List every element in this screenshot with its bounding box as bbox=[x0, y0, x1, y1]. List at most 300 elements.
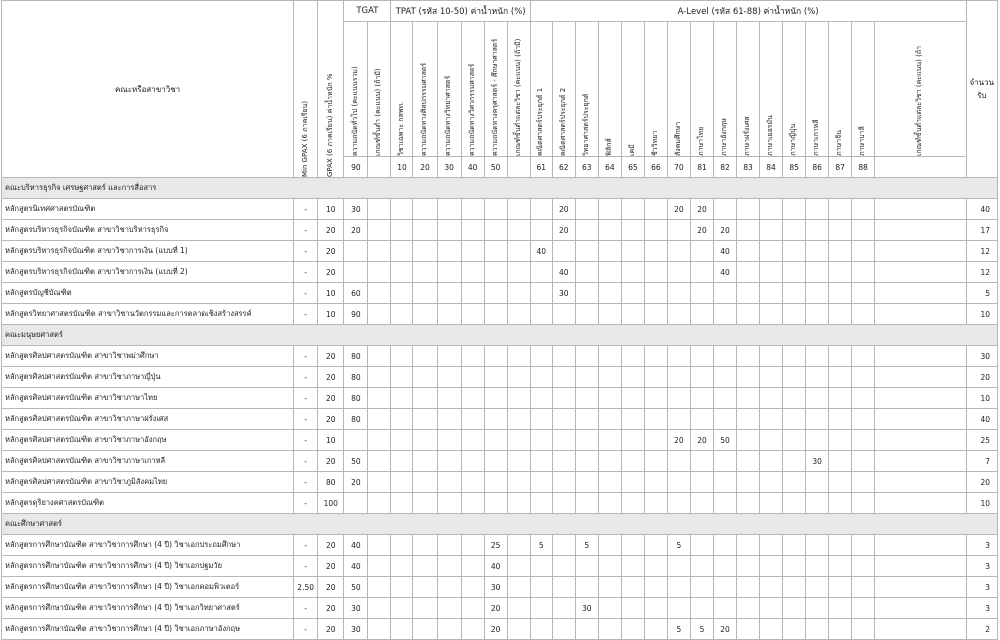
weight-cell bbox=[621, 262, 644, 283]
weight-cell bbox=[737, 304, 760, 325]
weight-cell bbox=[461, 220, 484, 241]
weight-cell bbox=[829, 577, 852, 598]
weight-cell: 30 bbox=[552, 283, 575, 304]
weight-cell: 40 bbox=[344, 535, 368, 556]
faculty-column-header: คณะหรือสาขาวิชา bbox=[2, 1, 294, 178]
weight-cell bbox=[413, 283, 437, 304]
weight-cell bbox=[507, 577, 530, 598]
weight-cell bbox=[507, 199, 530, 220]
gpax-weight-cell: 20 bbox=[318, 262, 344, 283]
weight-cell: 50 bbox=[344, 577, 368, 598]
weight-cell bbox=[852, 598, 875, 619]
weight-cell bbox=[713, 577, 736, 598]
weight-cell bbox=[530, 388, 552, 409]
weight-cell: 40 bbox=[530, 241, 552, 262]
table-row bbox=[2, 619, 998, 640]
weight-cell bbox=[783, 346, 806, 367]
weight-cell bbox=[413, 493, 437, 514]
weight-cell bbox=[598, 304, 621, 325]
weight-cell bbox=[690, 241, 713, 262]
weight-cell bbox=[760, 430, 783, 451]
weight-cell bbox=[875, 577, 966, 598]
weight-cell bbox=[575, 241, 598, 262]
weight-cell bbox=[852, 577, 875, 598]
tpat-subject-code: 50 bbox=[484, 157, 507, 178]
weight-cell bbox=[621, 430, 644, 451]
program-name: หลักสูตรวิทยาศาสตรบัณฑิต สาขาวิชานวัตกรรมและการตลาดเชิงสร้างสรรค์ bbox=[2, 304, 294, 325]
weight-cell bbox=[760, 346, 783, 367]
weight-cell bbox=[644, 367, 667, 388]
weight-cell bbox=[621, 451, 644, 472]
weight-cell bbox=[760, 367, 783, 388]
quota-cell: 10 bbox=[966, 388, 998, 409]
gpax-weight-cell: 20 bbox=[318, 577, 344, 598]
weight-cell bbox=[368, 619, 391, 640]
weight-cell: 20 bbox=[344, 472, 368, 493]
weight-cell bbox=[760, 556, 783, 577]
weight-cell bbox=[760, 619, 783, 640]
quota-cell: 3 bbox=[966, 535, 998, 556]
tgat-subject-code: 90 bbox=[344, 157, 368, 178]
admission-criteria-table bbox=[1, 0, 998, 640]
weight-cell bbox=[875, 304, 966, 325]
weight-cell bbox=[598, 619, 621, 640]
weight-cell bbox=[783, 367, 806, 388]
min-gpax-cell: - bbox=[294, 283, 318, 304]
weight-cell bbox=[713, 556, 736, 577]
weight-cell bbox=[690, 388, 713, 409]
weight-cell bbox=[690, 367, 713, 388]
weight-cell bbox=[713, 283, 736, 304]
weight-cell bbox=[484, 262, 507, 283]
weight-cell bbox=[575, 220, 598, 241]
alevel-group-header: A-Level (รหัส 61-88) ค่าน้ำหนัก (%) bbox=[530, 1, 966, 22]
alevel-subject-header: ภาษาไทย bbox=[690, 22, 713, 157]
weight-cell bbox=[829, 430, 852, 451]
weight-cell bbox=[644, 388, 667, 409]
weight-cell bbox=[598, 262, 621, 283]
weight-cell bbox=[667, 367, 690, 388]
weight-cell bbox=[783, 199, 806, 220]
alevel-subject-code: 70 bbox=[667, 157, 690, 178]
weight-cell: 5 bbox=[575, 535, 598, 556]
weight-cell bbox=[530, 577, 552, 598]
quota-cell: 12 bbox=[966, 241, 998, 262]
table-row bbox=[2, 283, 998, 304]
quota-cell: 30 bbox=[966, 346, 998, 367]
weight-cell bbox=[437, 304, 461, 325]
min-gpax-cell: - bbox=[294, 619, 318, 640]
weight-cell bbox=[852, 199, 875, 220]
gpax-weight-cell: 20 bbox=[318, 556, 344, 577]
alevel-subject-header: ภาษาเกาหลี bbox=[806, 22, 829, 157]
weight-cell bbox=[530, 451, 552, 472]
weight-cell bbox=[806, 304, 829, 325]
program-name: หลักสูตรการศึกษาบัณฑิต สาขาวิชาการศึกษา (4 ปี) วิชาเอกประถมศึกษา bbox=[2, 535, 294, 556]
weight-cell bbox=[552, 535, 575, 556]
weight-cell bbox=[507, 493, 530, 514]
weight-cell bbox=[852, 451, 875, 472]
weight-cell bbox=[806, 388, 829, 409]
weight-cell bbox=[690, 556, 713, 577]
weight-cell bbox=[713, 304, 736, 325]
alevel-subject-code: 88 bbox=[852, 157, 875, 178]
weight-cell bbox=[437, 367, 461, 388]
weight-cell: 20 bbox=[667, 199, 690, 220]
weight-cell bbox=[806, 199, 829, 220]
weight-cell bbox=[368, 472, 391, 493]
weight-cell bbox=[484, 283, 507, 304]
weight-cell bbox=[829, 619, 852, 640]
weight-cell bbox=[552, 388, 575, 409]
gpax-weight-cell: 10 bbox=[318, 304, 344, 325]
alevel-subject-header: คณิตศาสตร์ประยุกต์ 2 bbox=[552, 22, 575, 157]
weight-cell bbox=[391, 493, 413, 514]
weight-cell bbox=[391, 619, 413, 640]
weight-cell bbox=[737, 388, 760, 409]
weight-cell bbox=[829, 199, 852, 220]
weight-cell bbox=[484, 220, 507, 241]
weight-cell bbox=[530, 472, 552, 493]
weight-cell bbox=[875, 430, 966, 451]
weight-cell bbox=[667, 577, 690, 598]
alevel-subject-code: 85 bbox=[783, 157, 806, 178]
weight-cell bbox=[598, 388, 621, 409]
weight-cell bbox=[806, 346, 829, 367]
weight-cell bbox=[461, 535, 484, 556]
weight-cell bbox=[829, 556, 852, 577]
weight-cell bbox=[760, 577, 783, 598]
weight-cell bbox=[783, 304, 806, 325]
weight-cell bbox=[829, 409, 852, 430]
weight-cell bbox=[737, 535, 760, 556]
weight-cell bbox=[621, 283, 644, 304]
tpat-subject-header: ความถนัดทางครุศาสตร์ - ศึกษาศาสตร์ bbox=[484, 22, 507, 157]
weight-cell bbox=[760, 304, 783, 325]
min-gpax-cell: - bbox=[294, 241, 318, 262]
weight-cell: 90 bbox=[344, 304, 368, 325]
min-gpax-cell: - bbox=[294, 493, 318, 514]
program-name: หลักสูตรศิลปศาสตรบัณฑิต สาขาวิชาภาษาไทย bbox=[2, 388, 294, 409]
weight-cell bbox=[598, 598, 621, 619]
program-name: หลักสูตรศิลปศาสตรบัณฑิต สาขาวิชาภาษาอังกฤษ bbox=[2, 430, 294, 451]
weight-cell bbox=[644, 472, 667, 493]
quota-cell: 5 bbox=[966, 283, 998, 304]
weight-cell bbox=[461, 430, 484, 451]
weight-cell bbox=[368, 493, 391, 514]
weight-cell bbox=[690, 577, 713, 598]
weight-cell bbox=[621, 619, 644, 640]
weight-cell bbox=[575, 619, 598, 640]
tpat-group-header: TPAT (รหัส 10-50) ค่าน้ำหนัก (%) bbox=[391, 1, 530, 22]
weight-cell bbox=[783, 430, 806, 451]
weight-cell bbox=[852, 388, 875, 409]
weight-cell bbox=[552, 598, 575, 619]
weight-cell bbox=[530, 283, 552, 304]
weight-cell bbox=[621, 199, 644, 220]
min-gpax-cell: - bbox=[294, 220, 318, 241]
weight-cell bbox=[344, 241, 368, 262]
weight-cell bbox=[829, 598, 852, 619]
weight-cell bbox=[344, 493, 368, 514]
weight-cell bbox=[575, 367, 598, 388]
weight-cell bbox=[391, 262, 413, 283]
weight-cell bbox=[530, 220, 552, 241]
weight-cell bbox=[368, 430, 391, 451]
weight-cell: 20 bbox=[690, 430, 713, 451]
weight-cell bbox=[667, 472, 690, 493]
weight-cell bbox=[737, 430, 760, 451]
weight-cell bbox=[829, 220, 852, 241]
weight-cell bbox=[391, 451, 413, 472]
alevel-subject-header: วิทยาศาสตร์ประยุกต์ bbox=[575, 22, 598, 157]
weight-cell bbox=[461, 346, 484, 367]
weight-cell bbox=[852, 535, 875, 556]
weight-cell bbox=[368, 577, 391, 598]
weight-cell bbox=[875, 388, 966, 409]
weight-cell bbox=[507, 283, 530, 304]
weight-cell bbox=[575, 493, 598, 514]
gpax-weight-cell: 20 bbox=[318, 241, 344, 262]
program-name: หลักสูตรศิลปศาสตรบัณฑิต สาขาวิชาภาษาฝรั่งเศส bbox=[2, 409, 294, 430]
weight-cell bbox=[760, 388, 783, 409]
weight-cell bbox=[507, 430, 530, 451]
weight-cell bbox=[391, 367, 413, 388]
weight-cell bbox=[461, 304, 484, 325]
weight-cell bbox=[737, 346, 760, 367]
min-gpax-cell: - bbox=[294, 304, 318, 325]
weight-cell bbox=[621, 472, 644, 493]
weight-cell bbox=[760, 472, 783, 493]
weight-cell bbox=[713, 472, 736, 493]
weight-cell bbox=[391, 283, 413, 304]
weight-cell bbox=[621, 346, 644, 367]
weight-cell bbox=[852, 283, 875, 304]
weight-cell bbox=[552, 556, 575, 577]
weight-cell bbox=[829, 367, 852, 388]
weight-cell bbox=[484, 388, 507, 409]
tpat-subject-code bbox=[507, 157, 530, 178]
weight-cell bbox=[644, 241, 667, 262]
weight-cell bbox=[598, 556, 621, 577]
weight-cell bbox=[461, 199, 484, 220]
weight-cell bbox=[737, 409, 760, 430]
weight-cell bbox=[875, 535, 966, 556]
weight-cell bbox=[437, 493, 461, 514]
weight-cell bbox=[530, 409, 552, 430]
weight-cell bbox=[461, 451, 484, 472]
weight-cell bbox=[437, 472, 461, 493]
weight-cell bbox=[690, 451, 713, 472]
weight-cell bbox=[391, 472, 413, 493]
weight-cell bbox=[829, 283, 852, 304]
weight-cell bbox=[644, 556, 667, 577]
weight-cell bbox=[644, 598, 667, 619]
weight-cell bbox=[413, 451, 437, 472]
weight-cell: 5 bbox=[690, 619, 713, 640]
weight-cell bbox=[621, 598, 644, 619]
alevel-subject-header: สังคมศึกษา bbox=[667, 22, 690, 157]
weight-cell: 20 bbox=[484, 619, 507, 640]
weight-cell bbox=[875, 493, 966, 514]
weight-cell bbox=[575, 388, 598, 409]
program-name: หลักสูตรศิลปศาสตรบัณฑิต สาขาวิชาภาษาเกาหลี bbox=[2, 451, 294, 472]
weight-cell bbox=[484, 367, 507, 388]
weight-cell: 5 bbox=[667, 535, 690, 556]
weight-cell bbox=[461, 388, 484, 409]
weight-cell bbox=[621, 535, 644, 556]
weight-cell bbox=[783, 472, 806, 493]
weight-cell bbox=[598, 409, 621, 430]
weight-cell bbox=[437, 283, 461, 304]
weight-cell bbox=[760, 535, 783, 556]
min-gpax-cell: - bbox=[294, 346, 318, 367]
weight-cell bbox=[598, 577, 621, 598]
weight-cell bbox=[875, 556, 966, 577]
tgat-subject-header: เกณฑ์ขั้นต่ำ (คะแนน) (ถ้ามี) bbox=[368, 22, 391, 157]
weight-cell bbox=[737, 367, 760, 388]
weight-cell bbox=[852, 619, 875, 640]
weight-cell bbox=[783, 556, 806, 577]
weight-cell bbox=[461, 262, 484, 283]
weight-cell bbox=[575, 346, 598, 367]
weight-cell bbox=[852, 241, 875, 262]
quota-cell: 10 bbox=[966, 493, 998, 514]
quota-cell: 40 bbox=[966, 199, 998, 220]
weight-cell bbox=[598, 346, 621, 367]
weight-cell bbox=[413, 577, 437, 598]
weight-cell bbox=[368, 598, 391, 619]
tpat-subject-code: 10 bbox=[391, 157, 413, 178]
weight-cell bbox=[437, 262, 461, 283]
table-row bbox=[2, 199, 998, 220]
weight-cell bbox=[667, 283, 690, 304]
weight-cell: 25 bbox=[484, 535, 507, 556]
weight-cell bbox=[760, 241, 783, 262]
weight-cell bbox=[552, 346, 575, 367]
weight-cell bbox=[391, 577, 413, 598]
weight-cell bbox=[391, 199, 413, 220]
weight-cell bbox=[644, 262, 667, 283]
weight-cell: 80 bbox=[344, 367, 368, 388]
weight-cell: 40 bbox=[713, 241, 736, 262]
weight-cell bbox=[783, 451, 806, 472]
table-row bbox=[2, 493, 998, 514]
weight-cell bbox=[391, 304, 413, 325]
quota-cell: 7 bbox=[966, 451, 998, 472]
weight-cell bbox=[713, 199, 736, 220]
weight-cell bbox=[413, 367, 437, 388]
weight-cell bbox=[368, 451, 391, 472]
weight-cell bbox=[621, 493, 644, 514]
weight-cell bbox=[852, 493, 875, 514]
tpat-subject-code: 30 bbox=[437, 157, 461, 178]
weight-cell bbox=[461, 241, 484, 262]
weight-cell bbox=[667, 388, 690, 409]
table-row bbox=[2, 556, 998, 577]
weight-cell bbox=[829, 493, 852, 514]
faculty-section-header: คณะศึกษาศาสตร์ bbox=[2, 514, 998, 535]
alevel-subject-code: 65 bbox=[621, 157, 644, 178]
weight-cell bbox=[413, 535, 437, 556]
weight-cell bbox=[575, 472, 598, 493]
weight-cell bbox=[644, 220, 667, 241]
quota-cell: 25 bbox=[966, 430, 998, 451]
program-name: หลักสูตรบัญชีบัณฑิต bbox=[2, 283, 294, 304]
weight-cell bbox=[806, 430, 829, 451]
weight-cell bbox=[806, 409, 829, 430]
weight-cell bbox=[875, 346, 966, 367]
tpat-subject-code: 20 bbox=[413, 157, 437, 178]
weight-cell bbox=[461, 619, 484, 640]
gpax-weight-cell: 80 bbox=[318, 472, 344, 493]
weight-cell bbox=[737, 283, 760, 304]
weight-cell bbox=[413, 388, 437, 409]
weight-cell bbox=[829, 241, 852, 262]
weight-cell bbox=[644, 409, 667, 430]
weight-cell bbox=[875, 283, 966, 304]
weight-cell bbox=[344, 430, 368, 451]
weight-cell bbox=[484, 304, 507, 325]
weight-cell: 20 bbox=[344, 220, 368, 241]
quota-cell: 17 bbox=[966, 220, 998, 241]
weight-cell bbox=[575, 262, 598, 283]
weight-cell bbox=[806, 493, 829, 514]
weight-cell bbox=[760, 262, 783, 283]
alevel-subject-header: ชีววิทยา bbox=[644, 22, 667, 157]
weight-cell bbox=[598, 199, 621, 220]
weight-cell bbox=[437, 241, 461, 262]
weight-cell: 30 bbox=[575, 598, 598, 619]
weight-cell bbox=[829, 346, 852, 367]
weight-cell bbox=[598, 430, 621, 451]
table-row bbox=[2, 220, 998, 241]
weight-cell bbox=[667, 493, 690, 514]
table-row bbox=[2, 409, 998, 430]
weight-cell bbox=[368, 388, 391, 409]
weight-cell bbox=[413, 409, 437, 430]
faculty-section-header: คณะมนุษยศาสตร์ bbox=[2, 325, 998, 346]
weight-cell bbox=[368, 535, 391, 556]
weight-cell bbox=[598, 535, 621, 556]
alevel-subject-header: คณิตศาสตร์ประยุกต์ 1 bbox=[530, 22, 552, 157]
gpax-weight-cell: 20 bbox=[318, 535, 344, 556]
weight-cell bbox=[690, 304, 713, 325]
gpax-weight-cell: 100 bbox=[318, 493, 344, 514]
weight-cell bbox=[667, 598, 690, 619]
weight-cell: 20 bbox=[667, 430, 690, 451]
gpax-weight-cell: 20 bbox=[318, 598, 344, 619]
weight-cell bbox=[852, 220, 875, 241]
weight-cell bbox=[552, 430, 575, 451]
weight-cell bbox=[552, 304, 575, 325]
tgat-subject-header: ความถนัดทั่วไป (คะแนนรวม) bbox=[344, 22, 368, 157]
weight-cell bbox=[484, 430, 507, 451]
weight-cell bbox=[391, 388, 413, 409]
gpax-weight-cell: 10 bbox=[318, 199, 344, 220]
weight-cell bbox=[806, 283, 829, 304]
weight-cell: 30 bbox=[484, 577, 507, 598]
alevel-subject-code: 84 bbox=[760, 157, 783, 178]
weight-cell bbox=[413, 199, 437, 220]
weight-cell bbox=[484, 199, 507, 220]
weight-cell bbox=[530, 304, 552, 325]
weight-cell bbox=[437, 346, 461, 367]
weight-cell bbox=[507, 241, 530, 262]
min-gpax-cell: - bbox=[294, 472, 318, 493]
weight-cell bbox=[461, 598, 484, 619]
weight-cell bbox=[760, 199, 783, 220]
